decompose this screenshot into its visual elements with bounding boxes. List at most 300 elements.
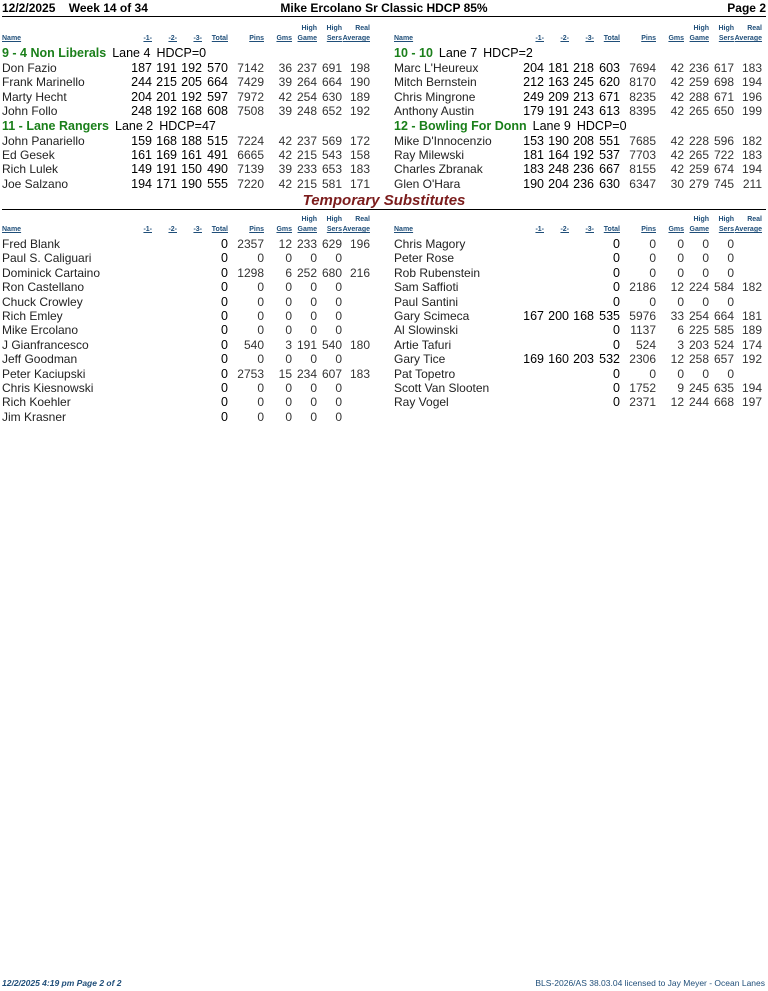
subs-left-column [2, 207, 384, 424]
bowler-name: Pat Topetro [394, 366, 456, 381]
high-game: 191 [296, 337, 317, 352]
game1: 194 [131, 176, 152, 191]
high-game: 233 [296, 237, 317, 251]
real-average: 189 [349, 89, 370, 104]
real-average: 183 [349, 366, 370, 381]
high-series: 0 [727, 366, 734, 381]
game2: 191 [156, 61, 177, 75]
bowler-row [394, 90, 768, 104]
games: 9 [677, 380, 684, 395]
bowler-name: Dominick Cartaino [2, 265, 101, 280]
bowler-name: Mike Ercolano [2, 323, 79, 338]
col-real-average-line: Average [342, 35, 370, 42]
game3: 205 [181, 75, 202, 90]
total: 570 [207, 61, 228, 75]
pins: 7703 [629, 147, 656, 162]
pins: 0 [649, 366, 656, 381]
real-average: 211 [742, 176, 762, 191]
games: 12 [278, 237, 292, 251]
games: 0 [285, 251, 292, 266]
bowler-name: J Gianfrancesco [2, 337, 89, 352]
real-average: 196 [349, 237, 370, 251]
games: 0 [677, 237, 684, 251]
bowler-name: Artie Tafuri [394, 337, 452, 352]
game1: 167 [523, 308, 544, 323]
total: 0 [221, 366, 228, 381]
total: 0 [613, 380, 620, 395]
real-average: 183 [349, 162, 370, 177]
game1: 244 [131, 75, 152, 90]
games: 12 [670, 352, 684, 367]
bowler-row [394, 323, 768, 337]
total: 0 [221, 251, 228, 266]
high-series: 0 [335, 280, 342, 295]
pins: 0 [649, 265, 656, 280]
col-game3: -3- [193, 226, 202, 233]
bowler-row [2, 90, 384, 104]
col-total: Total [603, 35, 620, 42]
bowler-row [2, 295, 384, 309]
high-game: 264 [296, 75, 317, 90]
bowler-row [394, 395, 768, 409]
col-high-series-line: High [326, 25, 342, 32]
high-series: 524 [713, 337, 734, 352]
bowler-row [394, 352, 768, 366]
col-games: Gms [668, 226, 684, 233]
total: 0 [613, 395, 620, 410]
games: 0 [285, 280, 292, 295]
total: 0 [613, 280, 620, 295]
total: 532 [599, 352, 620, 367]
pins: 524 [635, 337, 656, 352]
high-game: 0 [702, 294, 709, 309]
game3: 168 [573, 308, 594, 323]
col-game3: -3- [193, 35, 202, 42]
game2: 168 [156, 133, 177, 148]
col-pins: Pins [641, 226, 656, 233]
bowler-name: Al Slowinski [394, 323, 459, 338]
game1: 212 [523, 75, 544, 90]
bowler-row [394, 338, 768, 352]
high-game: 0 [310, 251, 317, 266]
pins: 0 [257, 280, 264, 295]
games: 30 [670, 176, 684, 191]
total: 491 [207, 147, 228, 162]
total: 608 [207, 104, 228, 119]
high-game: 259 [688, 162, 709, 177]
standings-right-column [394, 16, 768, 191]
bowler-name: Rich Lulek [2, 162, 59, 177]
game1: 187 [131, 61, 152, 75]
total: 0 [221, 280, 228, 295]
games: 39 [278, 104, 292, 119]
high-game: 252 [296, 265, 317, 280]
games: 0 [285, 308, 292, 323]
games: 42 [278, 133, 292, 148]
bowler-row [394, 251, 768, 265]
team-heading [2, 46, 384, 61]
bowler-name: John Follo [2, 104, 58, 119]
real-average: 172 [349, 133, 370, 148]
real-average: 183 [741, 147, 762, 162]
bowler-name: Paul S. Caliguari [2, 251, 92, 266]
game3: 236 [573, 162, 594, 177]
high-game: 0 [702, 237, 709, 251]
bowler-row [394, 162, 768, 176]
col-real-average-line: Average [342, 226, 370, 233]
real-average: 194 [741, 380, 762, 395]
pins: 6347 [629, 176, 656, 191]
col-high-series [318, 24, 342, 44]
col-high-series [710, 24, 734, 44]
col-high-game [293, 24, 317, 44]
high-series: 0 [727, 265, 734, 280]
bowler-name: Ray Vogel [394, 395, 449, 410]
game2: 209 [548, 89, 569, 104]
games: 36 [278, 61, 292, 75]
pins: 7139 [237, 162, 264, 177]
high-game: 0 [310, 280, 317, 295]
high-series: 674 [713, 162, 734, 177]
high-series: 657 [713, 352, 734, 367]
high-series: 617 [713, 61, 734, 75]
game3: 192 [181, 61, 202, 75]
total: 0 [221, 337, 228, 352]
game3: 192 [181, 89, 202, 104]
bowler-row [2, 395, 384, 409]
game3: 245 [573, 75, 594, 90]
high-game: 244 [688, 395, 709, 410]
col-real-average-line: Real [747, 216, 762, 223]
total: 0 [613, 265, 620, 280]
pins: 1752 [629, 380, 656, 395]
high-series: 0 [335, 323, 342, 338]
bowler-name: Chuck Crowley [2, 294, 83, 309]
real-average: 197 [741, 395, 762, 410]
high-series: 584 [713, 280, 734, 295]
games: 6 [677, 323, 684, 338]
bowler-row [2, 162, 384, 176]
high-game: 254 [296, 89, 317, 104]
high-series: 0 [335, 409, 342, 424]
team-lane: Lane 7 [438, 46, 478, 60]
game3: 203 [573, 352, 594, 367]
high-game: 248 [296, 104, 317, 119]
col-high-game-line: High [693, 216, 709, 223]
col-game2: -2- [560, 35, 569, 42]
team-heading [394, 46, 768, 61]
game3: 213 [573, 89, 594, 104]
high-series: 0 [727, 237, 734, 251]
team-handicap: HDCP=2 [483, 46, 533, 60]
report-date: 12/2/2025 [2, 1, 56, 15]
game1: 149 [131, 162, 152, 177]
high-series: 691 [321, 61, 342, 75]
total: 0 [221, 352, 228, 367]
total: 603 [599, 61, 620, 75]
high-series: 664 [713, 308, 734, 323]
game3: 236 [573, 176, 594, 191]
bowler-name: John Panariello [2, 133, 85, 148]
game2: 200 [548, 308, 569, 323]
real-average: 198 [349, 61, 370, 75]
bowler-name: Rich Emley [2, 308, 63, 323]
bowler-row [394, 177, 768, 191]
pins: 0 [257, 251, 264, 266]
bowler-row [2, 75, 384, 89]
col-total: Total [603, 226, 620, 233]
col-high-game-line: High [301, 216, 317, 223]
games: 3 [285, 337, 292, 352]
game2: 191 [548, 104, 569, 119]
pins: 0 [257, 409, 264, 424]
col-total: Total [211, 226, 228, 233]
total: 0 [221, 294, 228, 309]
bowler-name: Jeff Goodman [2, 352, 78, 367]
pins: 8395 [629, 104, 656, 119]
bowler-name: Ron Castellano [2, 280, 85, 295]
bowler-row [2, 148, 384, 162]
col-game1: -1- [143, 226, 152, 233]
high-series: 650 [713, 104, 734, 119]
total: 671 [599, 89, 620, 104]
team-name: 10 - 10 [394, 46, 433, 60]
col-real-average-line: Real [747, 25, 762, 32]
team-name: 11 - Lane Rangers [2, 118, 109, 133]
bowler-row [2, 338, 384, 352]
high-game: 0 [310, 395, 317, 410]
game2: 248 [548, 162, 569, 177]
bowler-row [2, 309, 384, 323]
team-lane: Lane 2 [115, 118, 154, 133]
bowler-name: Rich Koehler [2, 395, 71, 410]
bowler-row [394, 309, 768, 323]
high-series: 630 [321, 89, 342, 104]
pins: 6665 [237, 147, 264, 162]
real-average: 174 [741, 337, 762, 352]
col-high-game [685, 215, 709, 235]
high-game: 0 [310, 380, 317, 395]
report-title: Mike Ercolano Sr Classic HDCP 85% [280, 1, 488, 15]
high-series: 540 [321, 337, 342, 352]
bowler-name: Marty Hecht [2, 89, 67, 104]
col-name: Name [2, 35, 22, 42]
game1: 169 [523, 352, 544, 367]
subs-right-column [394, 207, 768, 410]
bowler-name: Charles Zbranak [394, 162, 483, 177]
col-pins: Pins [249, 35, 264, 42]
real-average: 181 [741, 308, 762, 323]
game2: 190 [548, 133, 569, 148]
total: 0 [613, 237, 620, 251]
game2: 204 [548, 176, 569, 191]
col-real-average [732, 215, 762, 235]
bowler-row [394, 367, 768, 381]
high-series: 0 [335, 251, 342, 266]
total: 667 [599, 162, 620, 177]
total: 490 [207, 162, 228, 177]
high-game: 245 [688, 380, 709, 395]
bowler-row [394, 295, 768, 309]
bowler-name: Jim Krasner [2, 409, 67, 424]
col-games: Gms [668, 35, 684, 42]
high-game: 0 [310, 323, 317, 338]
col-games: Gms [276, 35, 292, 42]
subs-title: Temporary Substitutes [302, 192, 466, 209]
real-average: 180 [349, 337, 370, 352]
col-high-series-line: Sers [326, 35, 342, 42]
bowler-name: Paul Santini [394, 294, 459, 309]
high-game: 236 [688, 61, 709, 75]
games: 42 [670, 104, 684, 119]
total: 0 [613, 294, 620, 309]
real-average: 216 [349, 265, 370, 280]
pins: 540 [243, 337, 264, 352]
col-game2: -2- [168, 35, 177, 42]
col-game2: -2- [560, 226, 569, 233]
bowler-name: Mitch Bernstein [394, 75, 477, 90]
real-average: 182 [741, 280, 762, 295]
game3: 218 [573, 61, 594, 75]
high-game: 215 [296, 147, 317, 162]
game1: 161 [131, 147, 152, 162]
high-series: 635 [713, 380, 734, 395]
total: 0 [221, 380, 228, 395]
total: 0 [221, 395, 228, 410]
bowler-name: Glen O'Hara [394, 176, 461, 191]
game2: 215 [156, 75, 177, 90]
high-series: 652 [321, 104, 342, 119]
bowler-row [2, 237, 384, 251]
pins: 2306 [629, 352, 656, 367]
high-series: 664 [321, 75, 342, 90]
games: 33 [670, 308, 684, 323]
total: 535 [599, 308, 620, 323]
col-real-average-line: Average [734, 35, 762, 42]
games: 15 [278, 366, 292, 381]
real-average: 199 [741, 104, 762, 119]
column-header [2, 16, 384, 46]
games: 0 [285, 380, 292, 395]
bowler-row [2, 280, 384, 294]
bowler-row [2, 381, 384, 395]
bowler-row [394, 75, 768, 89]
total: 0 [221, 323, 228, 338]
game1: 159 [131, 133, 152, 148]
game1: 190 [523, 176, 544, 191]
col-total: Total [211, 35, 228, 42]
bowler-row [394, 280, 768, 294]
games: 0 [677, 251, 684, 266]
game2: 191 [156, 162, 177, 177]
col-real-average [340, 24, 370, 44]
high-series: 722 [713, 147, 734, 162]
standings-left-column [2, 16, 384, 191]
col-high-series-line: Sers [326, 226, 342, 233]
total: 537 [599, 147, 620, 162]
bowler-row [2, 251, 384, 265]
team-handicap: HDCP=0 [156, 46, 207, 60]
high-game: 237 [296, 61, 317, 75]
game2: 201 [156, 89, 177, 104]
col-high-series [710, 215, 734, 235]
col-games: Gms [276, 226, 292, 233]
real-average: 189 [741, 323, 762, 338]
games: 42 [670, 133, 684, 148]
pins: 7972 [237, 89, 264, 104]
bowler-name: Peter Kaciupski [2, 366, 86, 381]
game3: 188 [181, 133, 202, 148]
bowler-row [394, 381, 768, 395]
pins: 0 [649, 237, 656, 251]
game1: 204 [523, 61, 544, 75]
total: 0 [613, 366, 620, 381]
games: 42 [670, 162, 684, 177]
pins: 7224 [237, 133, 264, 148]
high-game: 0 [310, 409, 317, 424]
pins: 2753 [237, 366, 264, 381]
footer-license: BLS-2026/AS 38.03.04 licensed to Jay Meyer - Ocean Lanes [535, 978, 765, 988]
games: 0 [285, 294, 292, 309]
high-series: 0 [727, 294, 734, 309]
games: 12 [670, 395, 684, 410]
team-heading [2, 119, 384, 134]
col-high-game-line: Game [689, 35, 709, 42]
bowler-name: Frank Marinello [2, 75, 85, 90]
high-series: 680 [321, 265, 342, 280]
col-high-game-line: High [693, 25, 709, 32]
col-pins: Pins [249, 226, 264, 233]
high-game: 0 [310, 308, 317, 323]
games: 42 [278, 89, 292, 104]
bowler-row [2, 410, 384, 424]
pins: 7142 [237, 61, 264, 75]
high-game: 234 [296, 366, 317, 381]
game2: 163 [548, 75, 569, 90]
high-game: 215 [296, 176, 317, 191]
team-name: 12 - Bowling For Donn [394, 118, 527, 133]
real-average: 196 [741, 89, 762, 104]
total: 664 [207, 75, 228, 90]
real-average: 194 [741, 162, 762, 177]
total: 0 [221, 237, 228, 251]
high-series: 0 [335, 308, 342, 323]
high-game: 237 [296, 133, 317, 148]
bowler-name: Gary Tice [394, 352, 446, 367]
high-game: 0 [702, 251, 709, 266]
games: 42 [670, 61, 684, 75]
col-high-game-line: Game [297, 35, 317, 42]
high-series: 698 [713, 75, 734, 90]
pins: 5976 [629, 308, 656, 323]
pins: 7685 [629, 133, 656, 148]
total: 613 [599, 104, 620, 119]
real-average: 192 [741, 352, 762, 367]
bowler-name: Ed Gesek [2, 147, 55, 162]
game1: 181 [523, 147, 544, 162]
game1: 249 [523, 89, 544, 104]
game3: 168 [181, 104, 202, 119]
pins: 0 [257, 323, 264, 338]
game1: 153 [523, 133, 544, 148]
high-game: 225 [688, 323, 709, 338]
pins: 8235 [629, 89, 656, 104]
pins: 2357 [237, 237, 264, 251]
pins: 0 [649, 294, 656, 309]
pins: 0 [257, 294, 264, 309]
report-header [2, 1, 766, 17]
games: 3 [677, 337, 684, 352]
